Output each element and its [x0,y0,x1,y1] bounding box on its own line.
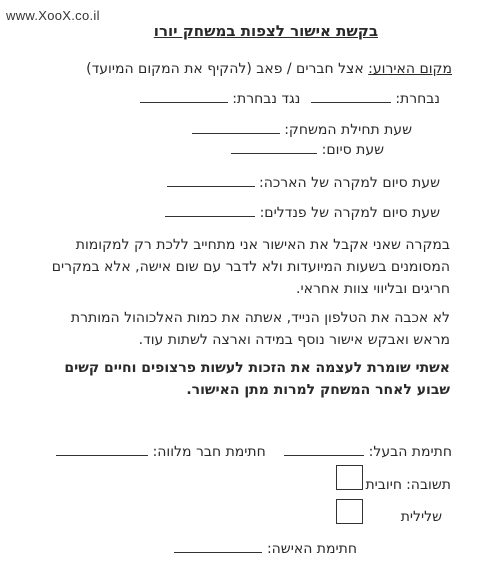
location-line [86,60,452,78]
husband-signature-label: חתימת הבעל: [368,444,452,460]
location-text: אצל חברים / פאב (להקיף את המקום המיועד) [86,61,364,77]
start-time-blank[interactable] [192,121,280,134]
husband-signature-blank[interactable] [284,443,364,456]
team-label: נבחרת: [395,91,440,107]
wife-rights-paragraph: אשתי שומרת לעצמה את הזכות לעשות פרצופים וחיים קשים שבוע לאחר המשחק למרות מתן האישור. [64,360,450,398]
against-team-blank[interactable] [140,90,228,103]
answer-label: תשובה: [406,477,451,493]
wife-signature-label: חתימת האישה: [266,541,357,557]
phone-alcohol-paragraph: לא אכבה את הטלפון הנייד, אשתה את כמות האלכוהול המותרת מראש ואבקש אישור נוסף במידה וארצה לשתות עוד. [70,310,450,348]
wife-signature-blank[interactable] [174,540,262,553]
extra-time-blank[interactable] [167,174,255,187]
negative-checkbox[interactable] [336,499,363,524]
document-title: בקשת אישור לצפות במשחק יורו [153,22,378,40]
friend-signature-blank[interactable] [56,443,148,456]
teams-line [140,90,440,108]
penalties-label: שעת סיום למקרה של פנדלים: [259,205,440,221]
extra-time-label: שעת סיום למקרה של הארכה: [258,175,440,191]
penalties-line [165,204,440,222]
team-blank[interactable] [311,90,391,103]
penalties-blank[interactable] [165,204,255,217]
location-label: מקום האירוע: [368,61,452,77]
start-time-label: שעת תחילת המשחק: [284,122,412,138]
commitment-paragraph: במקרה שאני אקבל את האישור אני מתחייב ללכת רק למקומות המסומנים בשעות המיועדות ולא לדבר עם שום אישה, אלא במקרים חריגים ובליווי צוות אחראי. [51,237,450,297]
against-team-label: נגד נבחרת: [232,91,301,107]
positive-checkbox[interactable] [336,465,363,490]
end-time-blank[interactable] [231,141,317,154]
wife-signature-line [174,540,357,558]
watermark: www.XooX.co.il [6,8,100,23]
answer-negative-label: שלילית [400,509,442,525]
friend-signature-label: חתימת חבר מלווה: [152,444,266,460]
answer-positive-label: חיובית [365,477,402,493]
extra-time-line [167,174,440,192]
end-time-label: שעת סיום: [321,142,384,158]
signatures-line [56,443,452,461]
end-time-line [231,141,384,159]
start-time-line [192,121,412,139]
